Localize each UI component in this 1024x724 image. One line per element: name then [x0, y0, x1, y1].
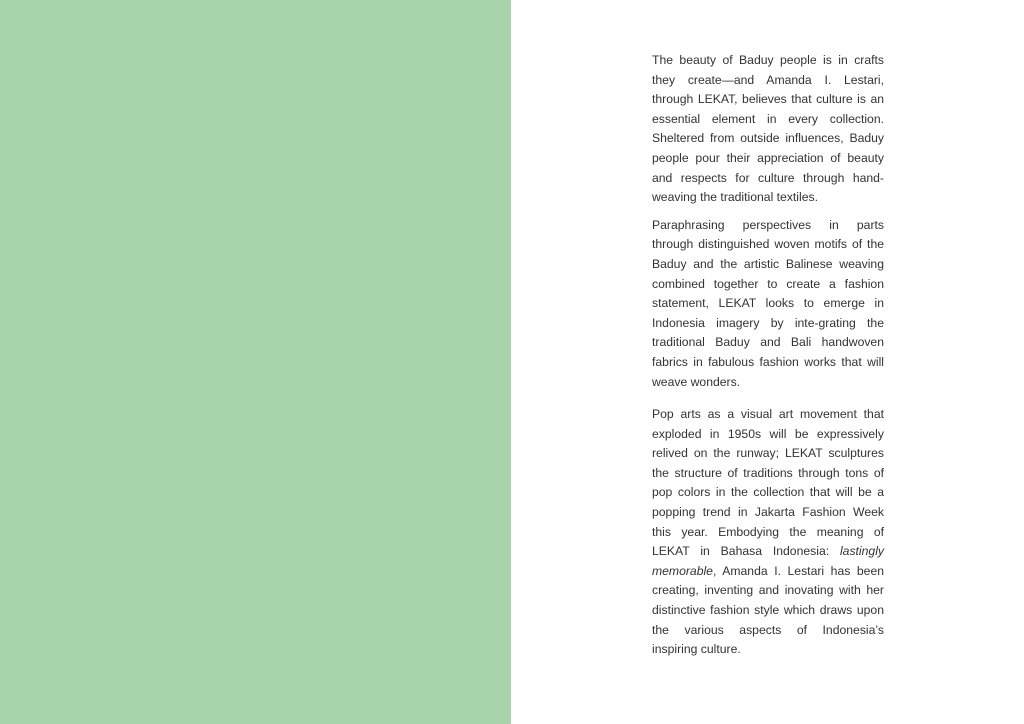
article-paragraph-2: Paraphrasing perspectives in parts through distinguished woven motifs of the Baduy and the artistic Balinese weaving combined together to create a fashion statement, LEKAT looks to emerge in Indonesia imagery by inte-grating the traditional Baduy and Bali handwoven fabrics in fabulous fashion works that will weave wonders.: [652, 217, 884, 389]
article-paragraph-3-italic: lastingly memorable: [652, 544, 884, 578]
article-paragraph-3-start: Pop arts as a visual art movement that exploded in 1950s will be expressively relived on the runway; LEKAT sculptures the structure of traditions through tons of pop colors in the collection that will be a popping trend in Jakarta Fashion Week this year. Embodying the meaning of LEKAT in Bahasa Indonesia:: [652, 407, 884, 559]
article-paragraph-3: [652, 405, 884, 660]
article-paragraph-3-end: , Amanda I. Lestari has been creating, inventing and inovating with her distinctive fashion style which draws upon the various aspects of Indonesia’s inspiring culture.: [652, 563, 884, 657]
article-text-column: [652, 51, 884, 660]
text-page: [511, 0, 1024, 724]
green-color-panel: [0, 0, 511, 724]
article-paragraph-1: The beauty of Baduy people is in crafts they create—and Amanda I. Lestari, through LEKAT, believes that culture is an essential element in every collection. Sheltered from outside influences, Baduy people pour their appreciation of beauty and respects for culture through hand-weaving the traditional textiles.: [652, 53, 884, 205]
